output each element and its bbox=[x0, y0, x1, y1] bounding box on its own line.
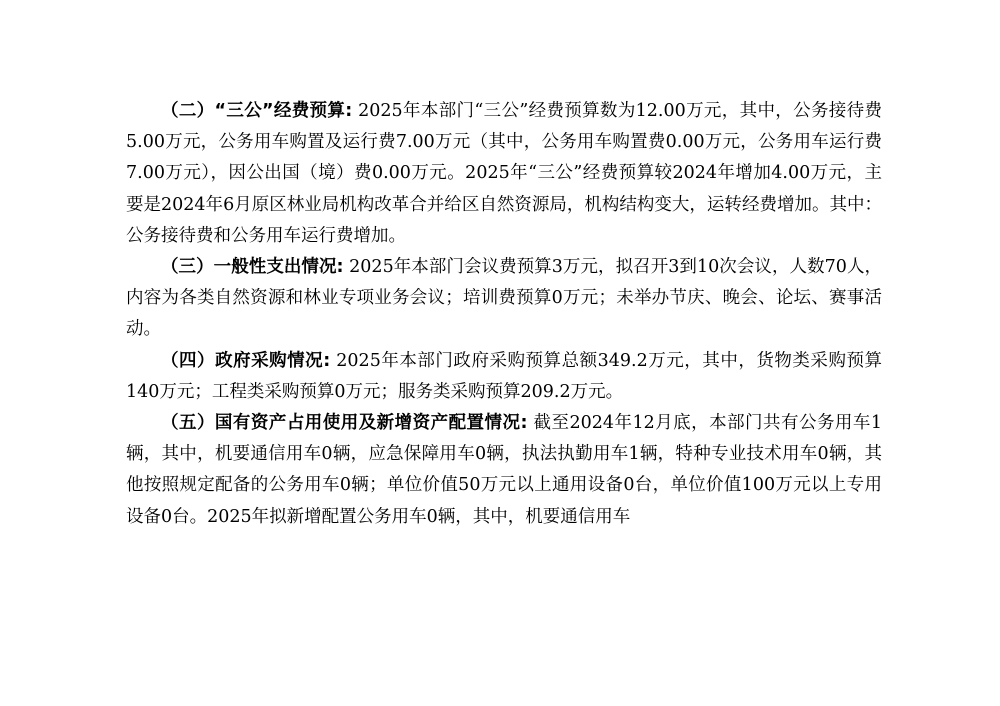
paragraph-body: 截至2024年12月底，本部门共有公务用车1辆，其中，机要通信用车0辆，应急保障用车0辆，执法执勤用车1辆，特种专业技术用车0辆，其他按照规定配备的公务用车0辆；单位价值50万元以上通用设备0台，单位价值100万元以上专用设备0台。2025年拟新增配置公务用车0辆，其中，机要通信用车 bbox=[126, 413, 883, 527]
paragraph-heading: （三）一般性支出情况: bbox=[161, 257, 344, 278]
paragraph-body: 2025年本部门政府采购预算总额349.2万元，其中，货物类采购预算140万元；工程类采购预算0万元；服务类采购预算209.2万元。 bbox=[126, 350, 882, 402]
document-page bbox=[126, 96, 882, 533]
paragraph-sangong-budget bbox=[126, 96, 882, 252]
paragraph-heading: （四）政府采购情况: bbox=[161, 350, 331, 371]
paragraph-body: 2025年本部门会议费预算3万元，拟召开3到10次会议，人数70人，内容为各类自然资源和林业专项业务会议；培训费预算0万元；未举办节庆、晚会、论坛、赛事活动。 bbox=[126, 257, 883, 340]
paragraph-heading: （五）国有资产占用使用及新增资产配置情况: bbox=[161, 413, 528, 434]
paragraph-heading: （二）“三公”经费预算: bbox=[161, 101, 353, 121]
paragraph-government-procurement bbox=[126, 346, 882, 408]
paragraph-general-expenditure bbox=[126, 252, 882, 346]
paragraph-body: 2025年本部门“三公”经费预算数为12.00万元，其中，公务接待费5.00万元，公务用车购置及运行费7.00万元（其中，公务用车购置费0.00万元，公务用车运行费7.00万元），因公出国（境）费0.00万元。2025年“三公”经费预算较2024年增加4.00万元，主要是2024年6月原区林业局机构改革合并给区自然资源局，机构结构变大，运转经费增加。其中：公务接待费和公务用车运行费增加。 bbox=[126, 101, 882, 246]
paragraph-state-assets bbox=[126, 408, 882, 533]
